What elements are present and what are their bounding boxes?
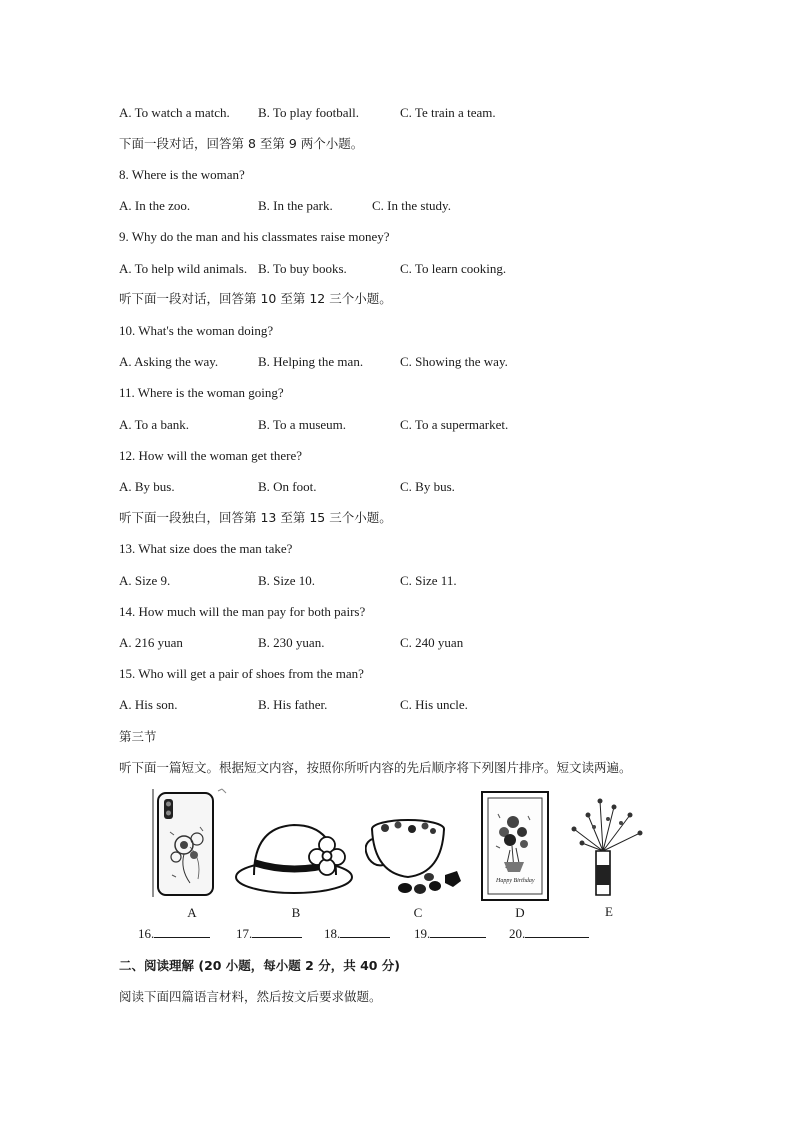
question-9-stem: 9. Why do the man and his classmates raise money? (119, 229, 390, 244)
question-12-stem: 12. How will the woman get there? (119, 448, 303, 463)
option-c: C. His uncle. (400, 697, 468, 712)
section-3-instruction: 听下面一篇短文。根据短文内容，按照你所听内容的先后顺序将下列图片排序。短文读两遍。 (119, 760, 632, 775)
answer-blank-18[interactable]: 18. (324, 925, 390, 942)
instruction-q8-9: 下面一段对话，回答第 8 至第 9 两个小题。 (119, 136, 364, 151)
part-2-instruction: 阅读下面四篇语言材料，然后按文后要求做题。 (119, 989, 382, 1004)
option-b: B. Size 10. (258, 573, 316, 588)
option-c: C. By bus. (400, 479, 455, 494)
option-b: B. In the park. (258, 198, 333, 213)
picture-label-c: C (413, 905, 423, 920)
answer-blank-16[interactable]: 16. (138, 925, 210, 942)
instruction-q10-12: 听下面一段对话，回答第 10 至第 12 三个小题。 (119, 291, 392, 306)
option-b: B. To buy books. (258, 261, 347, 276)
card-text: Happy Birthday (496, 878, 535, 884)
option-a: A. In the zoo. (119, 198, 191, 213)
option-a: A. To watch a match. (119, 105, 230, 120)
question-11-stem: 11. Where is the woman going? (119, 385, 284, 400)
option-a: A. By bus. (119, 479, 175, 494)
question-8-stem: 8. Where is the woman? (119, 167, 245, 182)
option-c: C. To a supermarket. (400, 417, 509, 432)
option-a: A. Asking the way. (119, 354, 219, 369)
option-a: A. His son. (119, 697, 178, 712)
picture-label-e: E (605, 904, 613, 919)
birthday-card-picture (480, 790, 552, 902)
option-a: A. To a bank. (119, 417, 189, 432)
answer-blank-20[interactable]: 20. (509, 925, 589, 942)
option-a: A. 216 yuan (119, 635, 183, 650)
question-15-stem: 15. Who will get a pair of shoes from the man? (119, 666, 364, 681)
option-b: B. Helping the man. (258, 354, 364, 369)
flower-vase-picture (566, 795, 650, 900)
part-2-heading: 二、阅读理解 (20 小题，每小题 2 分，共 40 分) (119, 958, 401, 973)
picture-label-a: A (187, 905, 197, 920)
picture-label-b: B (291, 905, 301, 920)
instruction-q13-15: 听下面一段独白，回答第 13 至第 15 三个小题。 (119, 510, 392, 525)
option-c: C. Te train a team. (400, 105, 496, 120)
option-c: C. Size 11. (400, 573, 457, 588)
option-a: A. Size 9. (119, 573, 171, 588)
option-c: C. Showing the way. (400, 354, 508, 369)
teacup-picture (365, 815, 475, 900)
option-b: B. His father. (258, 697, 328, 712)
option-c: C. In the study. (372, 198, 451, 213)
answer-blank-17[interactable]: 17. (236, 925, 302, 942)
question-10-stem: 10. What's the woman doing? (119, 323, 274, 338)
phone-picture (150, 787, 230, 900)
option-b: B. To a museum. (258, 417, 347, 432)
option-b: B. 230 yuan. (258, 635, 325, 650)
question-14-stem: 14. How much will the man pay for both pairs? (119, 604, 366, 619)
answer-blank-19[interactable]: 19. (414, 925, 486, 942)
option-b: B. To play football. (258, 105, 360, 120)
option-c: C. 240 yuan (400, 635, 464, 650)
option-b: B. On foot. (258, 479, 317, 494)
option-a: A. To help wild animals. (119, 261, 248, 276)
section-3-title: 第三节 (119, 729, 157, 744)
picture-label-d: D (515, 905, 525, 920)
question-13-stem: 13. What size does the man take? (119, 541, 293, 556)
option-c: C. To learn cooking. (400, 261, 507, 276)
hat-picture (232, 815, 357, 900)
